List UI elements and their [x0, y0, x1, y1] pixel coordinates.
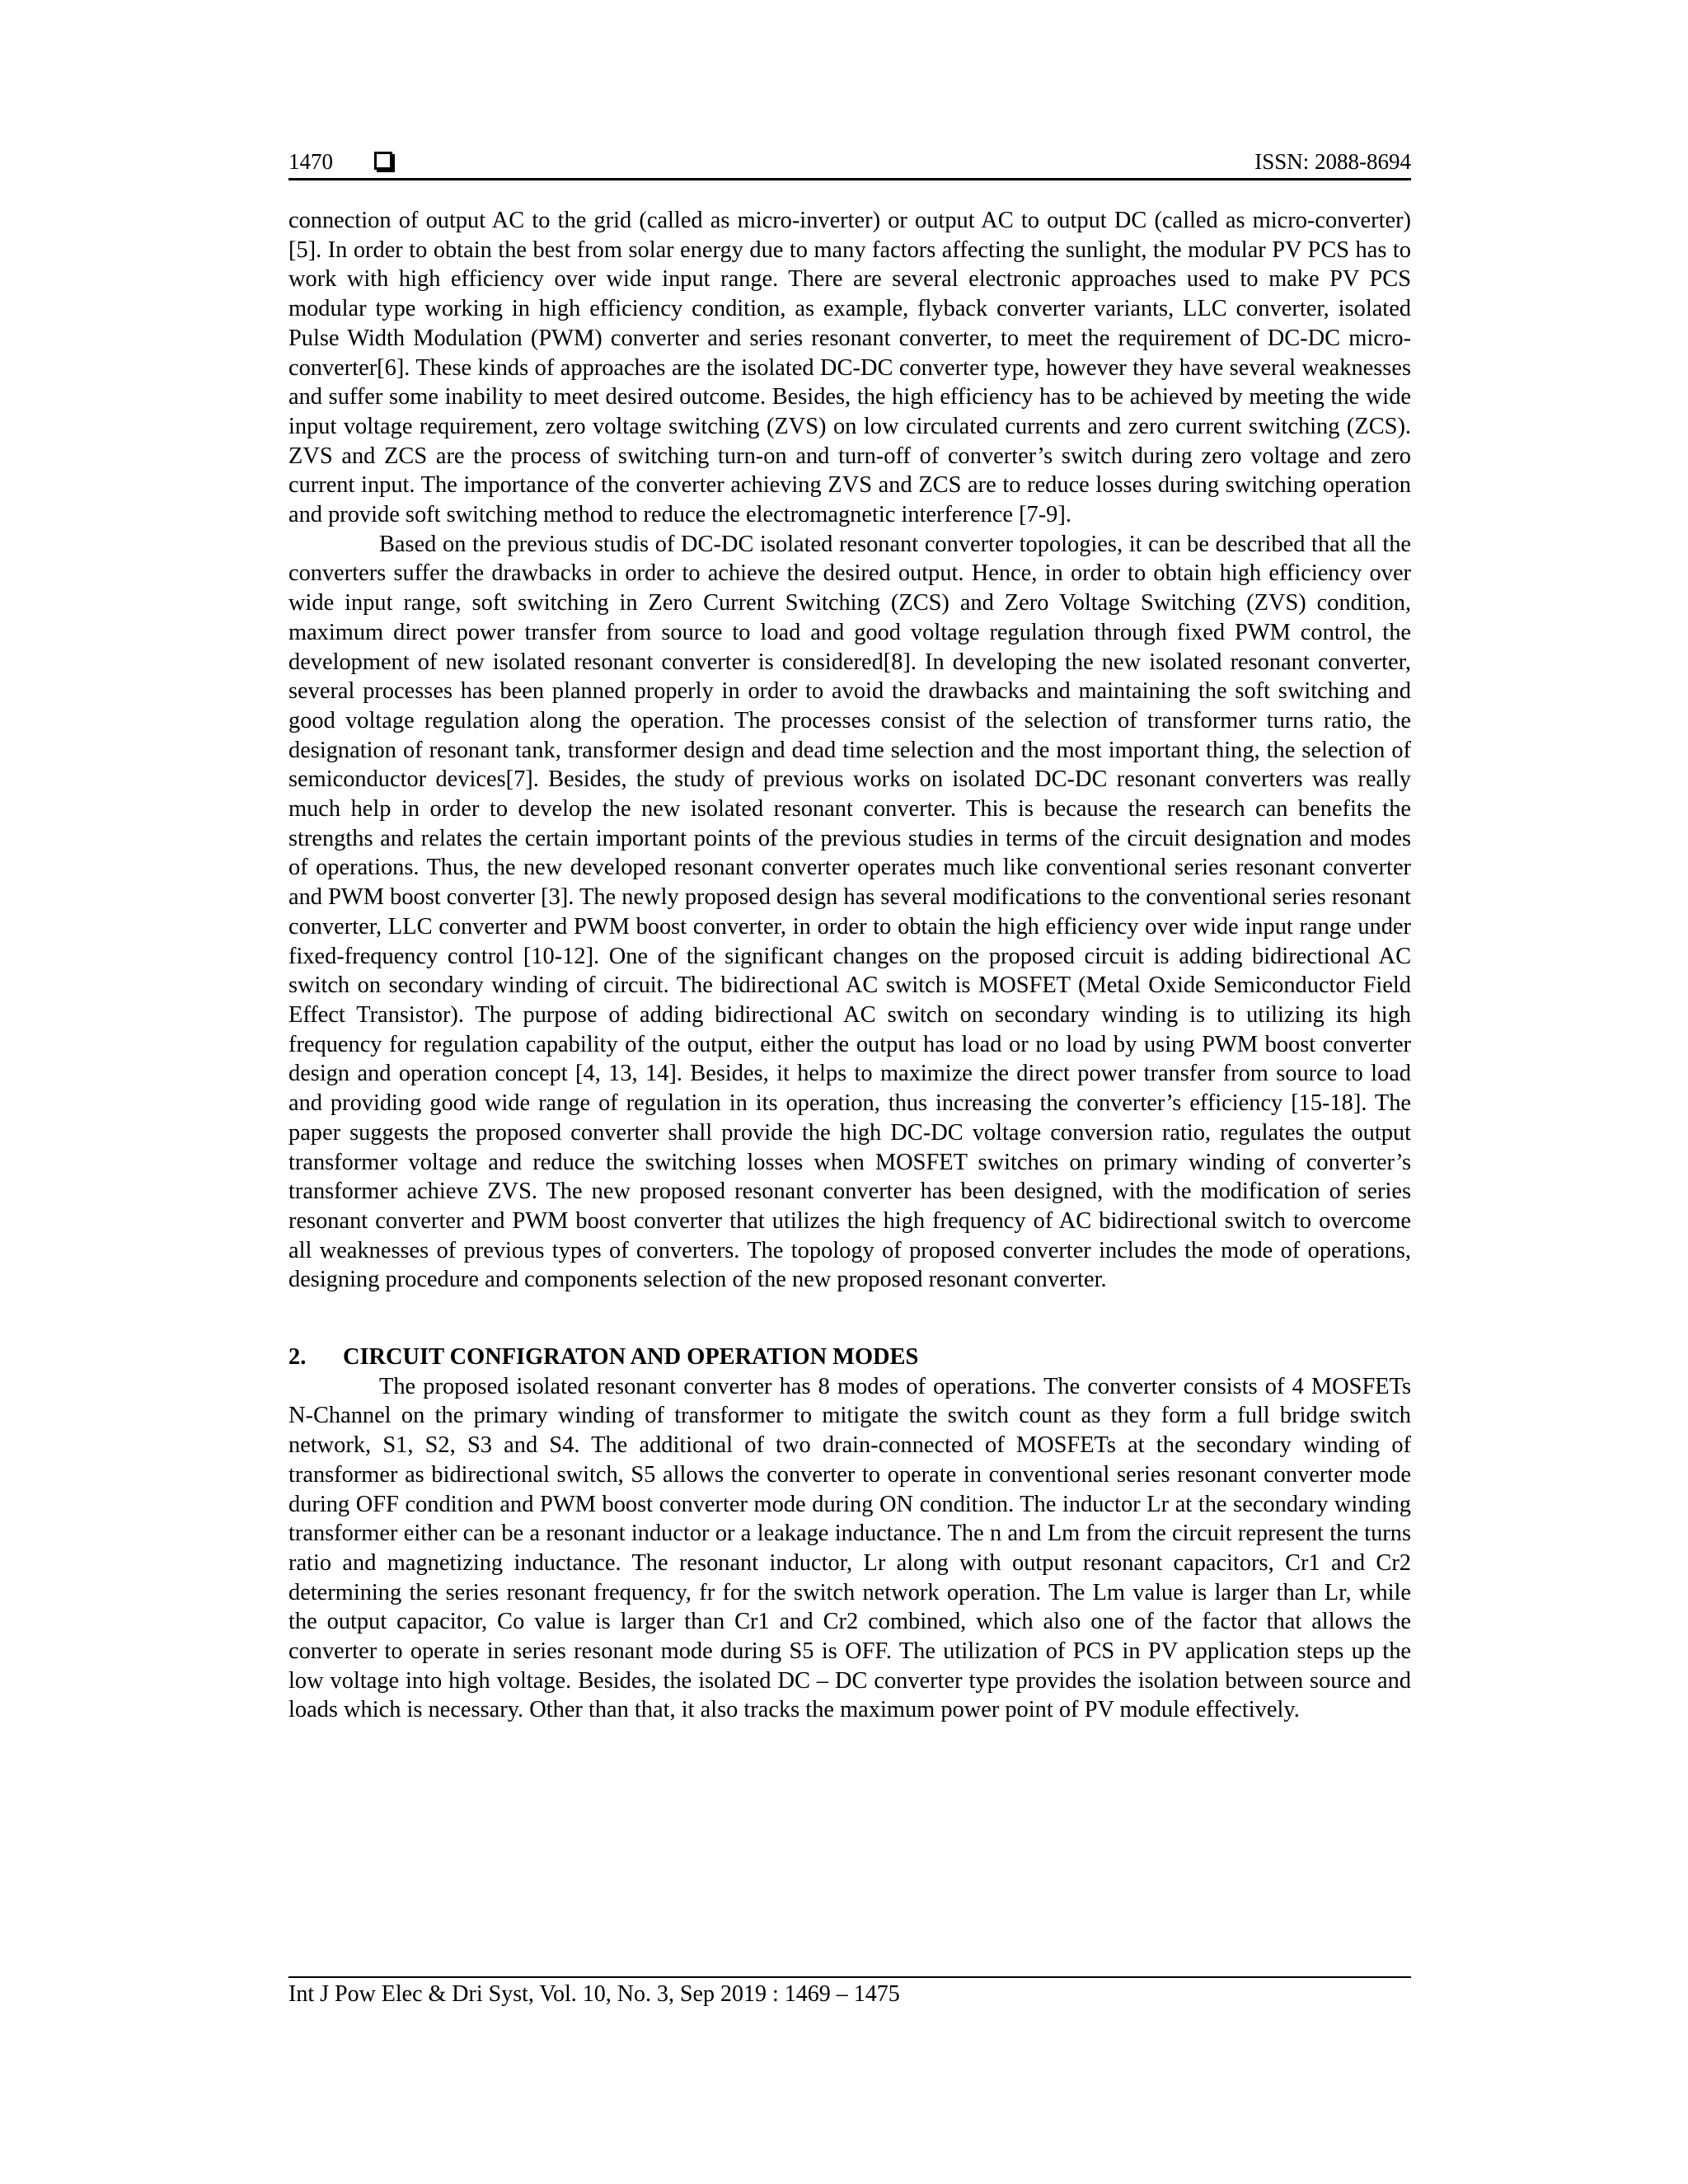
section-number: 2. — [288, 1344, 307, 1371]
body-text — [288, 206, 1411, 1725]
page-header — [288, 145, 1411, 178]
header-rule — [288, 178, 1411, 180]
section-heading — [288, 1343, 1411, 1372]
section-title: CIRCUIT CONFIGRATON AND OPERATION MODES — [343, 1344, 919, 1371]
square-bullet-icon — [374, 152, 392, 170]
footer-citation: Int J Pow Elec & Dri Syst, Vol. 10, No. 3, Sep 2019 : 1469 – 1475 — [288, 1981, 900, 2007]
issn-label: ISSN: 2088-8694 — [1254, 149, 1411, 174]
paragraph: The proposed isolated resonant converter has 8 modes of operations. The converter consists of 4 MOSFETs N-Channel on the primary winding of transformer to mitigate the switch count as they form a full bridge switch network, S1, S2, S3 and S4. The additional of two drain-connected of MOSFETs at the secondary winding of transformer as bidirectional switch, S5 allows the converter to operate in conventional series resonant converter mode during OFF condition and PWM boost converter mode during ON condition. The inductor Lr at the secondary winding transformer either can be a resonant inductor or a leakage inductance. The n and Lm from the circuit represent the turns ratio and magnetizing inductance. The resonant inductor, Lr along with output resonant capacitors, Cr1 and Cr2 determining the series resonant frequency, fr for the switch network operation. The Lm value is larger than Lr, while the output capacitor, Co value is larger than Cr1 and Cr2 combined, which also one of the factor that allows the converter to operate in series resonant mode during S5 is OFF. The utilization of PCS in PV application steps up the low voltage into high voltage. Besides, the isolated DC – DC converter type provides the isolation between source and loads which is necessary. Other than that, it also tracks the maximum power point of PV module effectively. — [288, 1373, 1411, 1723]
page-number: 1470 — [288, 149, 333, 174]
paragraph: Based on the previous studis of DC-DC isolated resonant converter topologies, it can be described that all the converters suffer the drawbacks in order to achieve the desired output. Hence, in order to obtain high efficiency over wide input range, soft switching in Zero Current Switching (ZCS) and Zero Voltage Switching (ZVS) condition, maximum direct power transfer from source to load and good voltage regulation through fixed PWM control, the development of new isolated resonant converter is considered[8]. In developing the new isolated resonant converter, several processes has been planned properly in order to avoid the drawbacks and maintaining the soft switching and good voltage regulation along the operation. The processes consist of the selection of transformer turns ratio, the designation of resonant tank, transformer design and dead time selection and the most important thing, the selection of semiconductor devices[7]. Besides, the study of previous works on isolated DC-DC resonant converters was really much help in order to develop the new isolated resonant converter. This is because the research can benefits the strengths and relates the certain important points of the previous studies in terms of the circuit designation and modes of operations. Thus, the new developed resonant converter operates much like conventional series resonant converter and PWM boost converter [3]. The newly proposed design has several modifications to the conventional series resonant converter, LLC converter and PWM boost converter, in order to obtain the high efficiency over wide input range under fixed-frequency control [10-12]. One of the significant changes on the proposed circuit is adding bidirectional AC switch on secondary winding of circuit. The bidirectional AC switch is MOSFET (Metal Oxide Semiconductor Field Effect Transistor). The purpose of adding bidirectional AC switch on secondary winding is to utilizing its high frequency for regulation capability of the output, either the output has load or no load by using PWM boost converter design and operation concept [4, 13, 14]. Besides, it helps to maximize the direct power transfer from source to load and providing good wide range of regulation in its operation, thus increasing the converter’s efficiency [15-18]. The paper suggests the proposed converter shall provide the high DC-DC voltage conversion ratio, regulates the output transformer voltage and reduce the switching losses when MOSFET switches on primary winding of converter’s transformer achieve ZVS. The new proposed resonant converter has been designed, with the modification of series resonant converter and PWM boost converter that utilizes the high frequency of AC bidirectional switch to overcome all weaknesses of previous types of converters. The topology of proposed converter includes the mode of operations, designing procedure and components selection of the new proposed resonant converter. — [288, 531, 1411, 1293]
paragraph: connection of output AC to the grid (called as micro-inverter) or output AC to output DC (called as micro-converter)[5]. In order to obtain the best from solar energy due to many factors affecting the sunlight, the modular PV PCS has to work with high efficiency over wide input range. There are several electronic approaches used to make PV PCS modular type working in high efficiency condition, as example, flyback converter variants, LLC converter, isolated Pulse Width Modulation (PWM) converter and series resonant converter, to meet the requirement of DC-DC micro-converter[6]. These kinds of approaches are the isolated DC-DC converter type, however they have several weaknesses and suffer some inability to meet desired outcome. Besides, the high efficiency has to be achieved by meeting the wide input voltage requirement, zero voltage switching (ZVS) on low circulated currents and zero current switching (ZCS). ZVS and ZCS are the process of switching turn-on and turn-off of converter’s switch during zero voltage and zero current input. The importance of the converter achieving ZVS and ZCS are to reduce losses during switching operation and provide soft switching method to reduce the electromagnetic interference [7-9]. — [288, 208, 1411, 528]
